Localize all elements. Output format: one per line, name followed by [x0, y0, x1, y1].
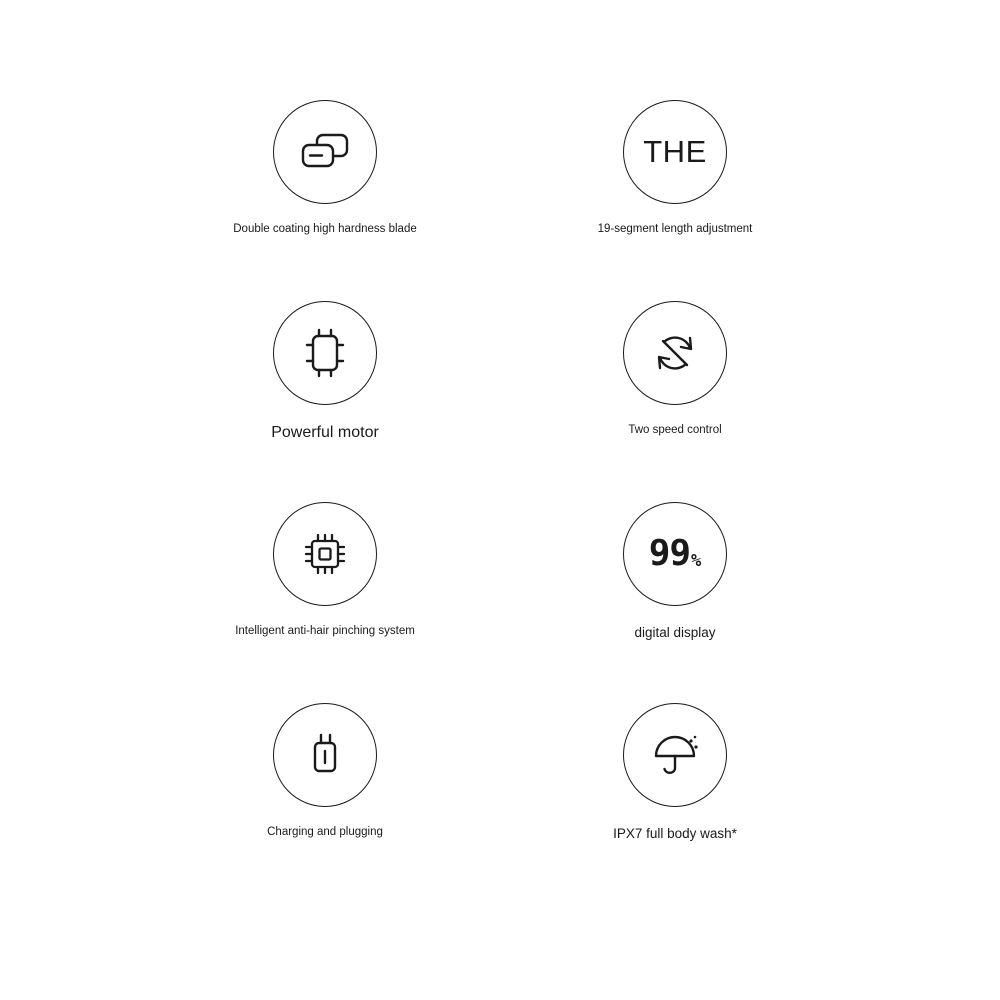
feature-label: IPX7 full body wash* [613, 826, 737, 841]
feature-label: digital display [634, 625, 716, 640]
feature-label: 19-segment length adjustment [597, 223, 753, 235]
feature-item-charging [150, 703, 500, 904]
umbrella-waterproof-icon [623, 703, 727, 807]
charging-plug-icon [273, 703, 377, 807]
feature-label: Double coating high hardness blade [233, 223, 417, 235]
digital-display-number: 99 [648, 533, 691, 574]
motor-icon [273, 301, 377, 405]
double-blade-icon [273, 100, 377, 204]
feature-label: Intelligent anti-hair pinching system [235, 625, 415, 637]
feature-item-two-speed [500, 301, 850, 502]
digital-display-icon [623, 502, 727, 606]
feature-item-digital-display [500, 502, 850, 703]
the-text-icon [623, 100, 727, 204]
feature-label: Charging and plugging [267, 826, 383, 838]
feature-label: Powerful motor [271, 424, 379, 441]
feature-label: Two speed control [628, 424, 722, 436]
the-text-label: THE [643, 134, 707, 169]
feature-item-waterproof [500, 703, 850, 904]
chip-icon [273, 502, 377, 606]
feature-item-blade [150, 100, 500, 301]
feature-item-chip [150, 502, 500, 703]
feature-item-motor [150, 301, 500, 502]
two-speed-icon [623, 301, 727, 405]
feature-item-length-adjustment [500, 100, 850, 301]
feature-grid [150, 100, 850, 904]
digital-display-unit: % [691, 551, 702, 571]
